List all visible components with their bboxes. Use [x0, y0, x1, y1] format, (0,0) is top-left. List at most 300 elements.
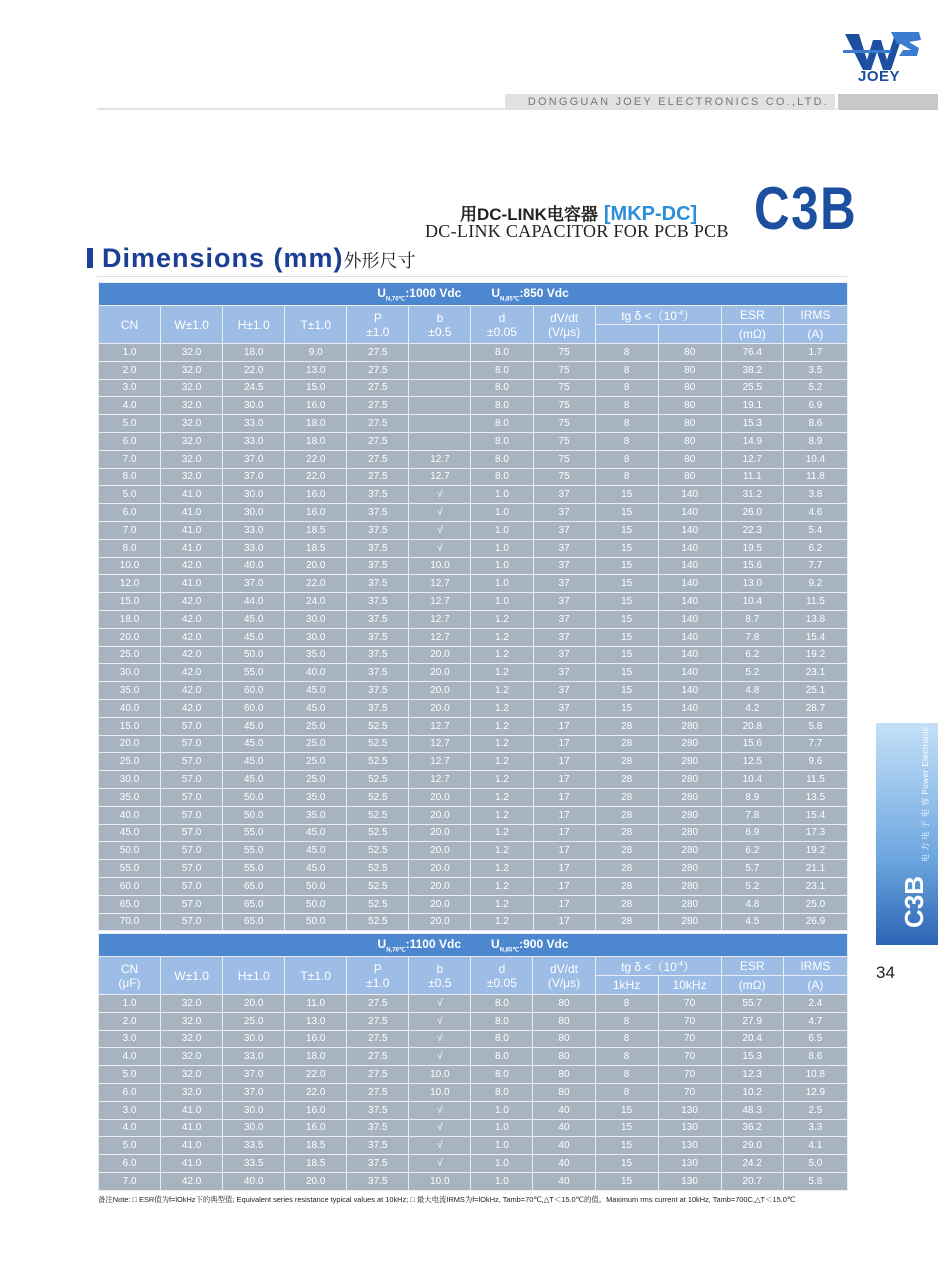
table-cell: 32.0 — [161, 379, 223, 397]
table-cell: 27.5 — [347, 397, 409, 415]
table-cell: 35.0 — [285, 646, 347, 664]
voltage-row — [99, 283, 848, 306]
table-cell: 55.0 — [223, 842, 285, 860]
table-cell: 42.0 — [161, 664, 223, 682]
table-cell: 42.0 — [161, 557, 223, 575]
table-cell: 4.5 — [721, 913, 783, 931]
tg-close: ） — [683, 308, 696, 323]
table-cell: 20.8 — [721, 717, 783, 735]
table-cell: 140 — [658, 628, 721, 646]
table-cell: 35.0 — [285, 806, 347, 824]
table-cell: 280 — [658, 806, 721, 824]
table-cell: 130 — [658, 1137, 721, 1155]
table-cell: 27.5 — [347, 995, 409, 1013]
table-cell: 15 — [595, 521, 658, 539]
table-cell: 80 — [658, 432, 721, 450]
table-row — [99, 824, 848, 842]
table-cell: 42.0 — [161, 593, 223, 611]
table-cell: 32.0 — [161, 415, 223, 433]
table-cell: 32.0 — [161, 397, 223, 415]
col-b-header-text: b — [436, 961, 444, 976]
table-cell: 57.0 — [161, 788, 223, 806]
table-cell: 37 — [533, 699, 595, 717]
table-cell: √ — [409, 1155, 471, 1173]
table-cell: 130 — [658, 1119, 721, 1137]
table-cell: 4.0 — [99, 397, 161, 415]
table-cell: 57.0 — [161, 824, 223, 842]
col-h-header — [223, 957, 285, 995]
table-row — [99, 771, 848, 789]
table-cell: 70 — [658, 1083, 721, 1101]
table-cell: 37.0 — [223, 468, 285, 486]
table-cell: 33.0 — [223, 1048, 285, 1066]
table-cell: 6.0 — [99, 1083, 161, 1101]
table-cell: 27.5 — [347, 415, 409, 433]
col-d-header-text: d — [498, 961, 506, 976]
table-cell: 60.0 — [223, 682, 285, 700]
table-cell: 28 — [595, 735, 658, 753]
table-cell: 32.0 — [161, 432, 223, 450]
table-cell: 11.0 — [285, 995, 347, 1013]
table-cell: 52.5 — [347, 860, 409, 878]
voltage-value-1: :1100 Vdc — [405, 936, 461, 951]
col-h-header-text: H±1.0 — [237, 317, 270, 332]
voltage-rating — [99, 283, 848, 306]
table-cell: 50.0 — [285, 877, 347, 895]
table-cell: 1.0 — [99, 344, 161, 362]
table-cell: 1.0 — [471, 539, 533, 557]
table-cell: 30.0 — [285, 628, 347, 646]
col-cn-header-text: CN — [120, 317, 139, 332]
table-cell: 75 — [533, 450, 595, 468]
table-cell: 280 — [658, 753, 721, 771]
table-cell: 12.7 — [409, 628, 471, 646]
table-cell: 44.0 — [223, 593, 285, 611]
table-cell: 8.6 — [783, 415, 847, 433]
table-cell: 31.2 — [721, 486, 783, 504]
table-cell: 19.1 — [721, 397, 783, 415]
table-cell: 25.0 — [99, 646, 161, 664]
table-cell: 22.0 — [223, 361, 285, 379]
table-cell: 15.0 — [99, 717, 161, 735]
col-t-header — [285, 957, 347, 995]
table-cell: 30.0 — [99, 664, 161, 682]
table-cell: 37.5 — [347, 1101, 409, 1119]
table-cell: 20.0 — [409, 877, 471, 895]
voltage-value-2: :850 Vdc — [519, 285, 569, 300]
table-cell: 37.5 — [347, 575, 409, 593]
col-d-header-text: ±0.05 — [487, 324, 517, 339]
table-cell: 280 — [658, 860, 721, 878]
table-cell: 57.0 — [161, 842, 223, 860]
table-cell: 8 — [595, 450, 658, 468]
table-cell: 6.0 — [99, 432, 161, 450]
table-cell: 80 — [658, 361, 721, 379]
table-cell: 1.2 — [471, 895, 533, 913]
voltage-symbol: U — [377, 285, 386, 300]
table-cell: 37.5 — [347, 539, 409, 557]
table-cell: 52.5 — [347, 771, 409, 789]
col-p-header-text: ±1.0 — [366, 975, 390, 990]
table-cell: 37.5 — [347, 699, 409, 717]
table-cell: 37.5 — [347, 1137, 409, 1155]
table-cell: 28 — [595, 860, 658, 878]
table-cell: 42.0 — [161, 646, 223, 664]
col-esr-unit — [721, 976, 783, 995]
footnote: 备注Note: □ ESR值为f=lOkHz下的典型值; Equivalent series resistance typical values at 10kHz; □ 最大电流IRMS为f=lOkHz, Tamb=70℃,△T＜15.0℃的值。Maximum rms current at 10kHz, Tamb=700C,△T＜15.0℃ — [98, 1195, 796, 1204]
table-cell: 37 — [533, 557, 595, 575]
table-cell: 7.8 — [721, 806, 783, 824]
table-cell: 5.0 — [783, 1155, 847, 1173]
table-cell: 8 — [595, 1066, 658, 1084]
table-cell: 40 — [533, 1137, 595, 1155]
table-cell: 15.6 — [721, 735, 783, 753]
table-cell: 52.5 — [347, 806, 409, 824]
col-cn-header-text: (μF) — [118, 975, 141, 990]
table-cell: 1.2 — [471, 913, 533, 931]
table-cell: 5.0 — [99, 415, 161, 433]
table-cell: 18.0 — [285, 415, 347, 433]
table-cell: 22.0 — [285, 468, 347, 486]
table-cell: 80 — [533, 1048, 595, 1066]
table-cell: 28 — [595, 806, 658, 824]
table-row — [99, 753, 848, 771]
table-cell: 15 — [595, 486, 658, 504]
table-cell: √ — [409, 521, 471, 539]
tg-label: tg δ <（10 — [621, 959, 677, 974]
table-cell: 25.5 — [721, 379, 783, 397]
col-irms-unit-text: (A) — [807, 327, 824, 341]
table-cell: 5.2 — [783, 379, 847, 397]
table-cell: 1.0 — [471, 1172, 533, 1190]
table-cell: 7.0 — [99, 450, 161, 468]
table-cell: 6.2 — [783, 539, 847, 557]
table-cell: 28 — [595, 913, 658, 931]
table-cell: 12.7 — [409, 753, 471, 771]
table-cell: 37.5 — [347, 1172, 409, 1190]
table-cell: 10.0 — [409, 557, 471, 575]
dimensions-table-1000v — [98, 282, 848, 931]
table-cell: 18.0 — [99, 610, 161, 628]
table-cell — [409, 432, 471, 450]
table-cell: 17 — [533, 895, 595, 913]
table-row — [99, 1066, 848, 1084]
table-row — [99, 1119, 848, 1137]
table-cell: 18.5 — [285, 1155, 347, 1173]
voltage-condition-2: N,85℃ — [500, 296, 520, 303]
table-cell: 1.2 — [471, 610, 533, 628]
table-cell: 15 — [595, 610, 658, 628]
table-cell: 57.0 — [161, 806, 223, 824]
table-cell: 1.2 — [471, 788, 533, 806]
table-cell: 15.0 — [285, 379, 347, 397]
table-cell: 37 — [533, 575, 595, 593]
table-cell: 65.0 — [223, 913, 285, 931]
table-cell: 33.0 — [223, 415, 285, 433]
table-cell: 4.0 — [99, 1048, 161, 1066]
table-cell: 20.0 — [99, 735, 161, 753]
table-cell: 8.0 — [471, 995, 533, 1013]
table-cell: 1.0 — [471, 1119, 533, 1137]
table-cell: 20.0 — [409, 646, 471, 664]
table-cell: 33.0 — [223, 521, 285, 539]
table-cell: 1.2 — [471, 699, 533, 717]
table-cell: 45.0 — [223, 628, 285, 646]
voltage-symbol: U — [491, 285, 501, 300]
table-cell: 45.0 — [285, 860, 347, 878]
model-code: C3B — [754, 175, 858, 242]
table-cell: 1.0 — [471, 575, 533, 593]
table-cell: 30.0 — [223, 1101, 285, 1119]
table-cell: 19.2 — [783, 646, 847, 664]
table-cell: 80 — [658, 468, 721, 486]
table-cell: 15.0 — [99, 593, 161, 611]
table-cell: 9.2 — [783, 575, 847, 593]
table-row — [99, 468, 848, 486]
table-cell: 33.0 — [223, 539, 285, 557]
table-cell: 280 — [658, 877, 721, 895]
table-cell: 15 — [595, 593, 658, 611]
table-cell: 75 — [533, 432, 595, 450]
table-cell: 60.0 — [223, 699, 285, 717]
table-cell: 280 — [658, 913, 721, 931]
col-d-header-text: d — [498, 310, 506, 325]
table-cell: 41.0 — [161, 521, 223, 539]
table-cell: 4.1 — [783, 1137, 847, 1155]
table-cell: 1.2 — [471, 682, 533, 700]
table-cell: 1.2 — [471, 824, 533, 842]
table-cell: 18.5 — [285, 539, 347, 557]
table-cell: 24.5 — [223, 379, 285, 397]
table-cell: 50.0 — [285, 895, 347, 913]
table-cell: 45.0 — [285, 842, 347, 860]
table-cell: 280 — [658, 735, 721, 753]
table-cell: 15.3 — [721, 415, 783, 433]
table-row — [99, 379, 848, 397]
table-cell: 2.4 — [783, 995, 847, 1013]
table-cell: 27.5 — [347, 468, 409, 486]
table-row — [99, 877, 848, 895]
col-cn-header-text: CN — [120, 961, 139, 976]
table-row — [99, 806, 848, 824]
table-cell: 15 — [595, 1155, 658, 1173]
table-cell: 37.5 — [347, 557, 409, 575]
table-row — [99, 1083, 848, 1101]
table-cell: 28 — [595, 842, 658, 860]
table-cell: 40 — [533, 1155, 595, 1173]
table-cell: 12.7 — [409, 450, 471, 468]
table-cell: 75 — [533, 344, 595, 362]
table-row — [99, 521, 848, 539]
table-cell: 17 — [533, 788, 595, 806]
table-cell: 17 — [533, 735, 595, 753]
table-cell: 20.7 — [721, 1172, 783, 1190]
table-cell: 20.0 — [409, 913, 471, 931]
table-cell: 27.5 — [347, 432, 409, 450]
table-cell: 50.0 — [223, 646, 285, 664]
table-cell: 13.0 — [721, 575, 783, 593]
table-cell: 140 — [658, 682, 721, 700]
table-row — [99, 995, 848, 1013]
voltage-condition-2: N,85℃ — [499, 947, 520, 954]
table-cell: 25.0 — [285, 771, 347, 789]
table-cell: 52.5 — [347, 913, 409, 931]
col-dvdt-header-text: (V/μs) — [547, 324, 581, 339]
table-cell: 6.2 — [721, 842, 783, 860]
col-tg-header — [595, 306, 721, 325]
table-cell: 65.0 — [223, 895, 285, 913]
table-cell: 13.0 — [285, 361, 347, 379]
table-cell: 8.0 — [471, 344, 533, 362]
table-cell: 10.8 — [783, 1066, 847, 1084]
table-cell: 21.1 — [783, 860, 847, 878]
col-p-header-text: P — [373, 310, 382, 325]
table-cell: 37.5 — [347, 504, 409, 522]
table-row — [99, 361, 848, 379]
table-cell: 37.5 — [347, 486, 409, 504]
table-cell: 16.0 — [285, 504, 347, 522]
table-cell: 140 — [658, 575, 721, 593]
table-cell: 130 — [658, 1155, 721, 1173]
table-row — [99, 664, 848, 682]
table-cell: 37 — [533, 664, 595, 682]
table-cell: 80 — [658, 415, 721, 433]
table-cell: 2.0 — [99, 361, 161, 379]
table-cell: 27.9 — [721, 1012, 783, 1030]
table-cell: 3.0 — [99, 1101, 161, 1119]
table-cell: 27.5 — [347, 361, 409, 379]
table-cell: 37 — [533, 539, 595, 557]
tg-close: ） — [683, 959, 696, 974]
table-cell: 16.0 — [285, 1030, 347, 1048]
table-cell: 37.5 — [347, 521, 409, 539]
table-cell: 8 — [595, 344, 658, 362]
table-cell: 5.8 — [783, 1172, 847, 1190]
table-cell: 57.0 — [161, 877, 223, 895]
col-b-header — [409, 306, 471, 344]
table-cell: 18.0 — [223, 344, 285, 362]
table-cell: 28 — [595, 771, 658, 789]
table-cell: √ — [409, 486, 471, 504]
table-cell: 3.0 — [99, 379, 161, 397]
table-cell: 35.0 — [99, 682, 161, 700]
table-cell: 30.0 — [285, 610, 347, 628]
table-cell: 27.5 — [347, 1012, 409, 1030]
table-cell: 75 — [533, 468, 595, 486]
table-cell: 20.0 — [409, 860, 471, 878]
table-cell: 1.2 — [471, 877, 533, 895]
col-esr-header-text: ESR — [739, 308, 765, 322]
table-cell: 28 — [595, 753, 658, 771]
table-cell: 57.0 — [161, 913, 223, 931]
table-row — [99, 1101, 848, 1119]
table-cell: 37.5 — [347, 593, 409, 611]
table-cell: 55.0 — [99, 860, 161, 878]
section-title: Dimensions (mm)外形尺寸 — [102, 243, 416, 273]
table-cell: 15 — [595, 1101, 658, 1119]
table-cell: 40.0 — [99, 806, 161, 824]
table-cell: 1.0 — [99, 995, 161, 1013]
table-cell: 17 — [533, 842, 595, 860]
table-cell: 24.2 — [721, 1155, 783, 1173]
table-cell: 8.0 — [471, 468, 533, 486]
table-cell: 25.0 — [285, 735, 347, 753]
table-row — [99, 1048, 848, 1066]
table-cell: 37.5 — [347, 1119, 409, 1137]
table-cell: 20.0 — [409, 806, 471, 824]
table-cell: √ — [409, 995, 471, 1013]
table-cell: 57.0 — [161, 895, 223, 913]
table-cell: 140 — [658, 557, 721, 575]
table-cell: 8 — [595, 995, 658, 1013]
table-cell: 20.0 — [409, 682, 471, 700]
table-cell: 22.0 — [285, 450, 347, 468]
table-cell: 140 — [658, 610, 721, 628]
table-cell: 4.0 — [99, 1119, 161, 1137]
table-cell: 27.5 — [347, 1030, 409, 1048]
table-cell: 17.3 — [783, 824, 847, 842]
table-cell: 13.8 — [783, 610, 847, 628]
table-cell: 50.0 — [99, 842, 161, 860]
table-cell: 32.0 — [161, 344, 223, 362]
table-cell: 6.0 — [99, 1155, 161, 1173]
table-cell: 12.7 — [409, 593, 471, 611]
table-cell: 55.7 — [721, 995, 783, 1013]
table-cell: 45.0 — [285, 682, 347, 700]
table-cell: 27.5 — [347, 450, 409, 468]
table-cell: 32.0 — [161, 468, 223, 486]
product-title-en: DC-LINK CAPACITOR FOR PCB PCB — [425, 221, 729, 241]
side-model: C3B — [899, 875, 929, 928]
table-cell: 8 — [595, 379, 658, 397]
table-cell: 15 — [595, 646, 658, 664]
table-cell — [409, 361, 471, 379]
table-cell: 8 — [595, 468, 658, 486]
table-cell: 6.9 — [783, 397, 847, 415]
table-cell: 22.3 — [721, 521, 783, 539]
table-cell: 20.0 — [409, 788, 471, 806]
table-cell: 5.7 — [721, 860, 783, 878]
table-cell: 12.7 — [409, 610, 471, 628]
dimensions-table-1100v — [98, 933, 848, 1191]
table-cell: 9.6 — [783, 753, 847, 771]
table-cell: 37 — [533, 593, 595, 611]
table-cell: 1.0 — [471, 557, 533, 575]
table-cell: 8.9 — [721, 788, 783, 806]
table-cell: 37.5 — [347, 610, 409, 628]
table-cell: 24.0 — [285, 593, 347, 611]
table-row — [99, 842, 848, 860]
table-cell: 6.9 — [721, 824, 783, 842]
table-cell: 52.5 — [347, 842, 409, 860]
col-cn-header — [99, 306, 161, 344]
table-cell: 8.0 — [471, 1012, 533, 1030]
col-tg-header — [595, 957, 721, 976]
col-w-header-text: W±1.0 — [174, 968, 209, 983]
table-cell: 25.0 — [783, 895, 847, 913]
col-irms-header — [783, 957, 847, 976]
col-cn-header — [99, 957, 161, 995]
table-cell: 40.0 — [285, 664, 347, 682]
table-cell: 280 — [658, 824, 721, 842]
table-cell: 10.4 — [783, 450, 847, 468]
table-cell: 140 — [658, 521, 721, 539]
table-cell: 32.0 — [161, 1048, 223, 1066]
table-cell: 8.0 — [471, 450, 533, 468]
table-cell: 17 — [533, 877, 595, 895]
table-cell: 52.5 — [347, 753, 409, 771]
table-cell: 12.7 — [721, 450, 783, 468]
